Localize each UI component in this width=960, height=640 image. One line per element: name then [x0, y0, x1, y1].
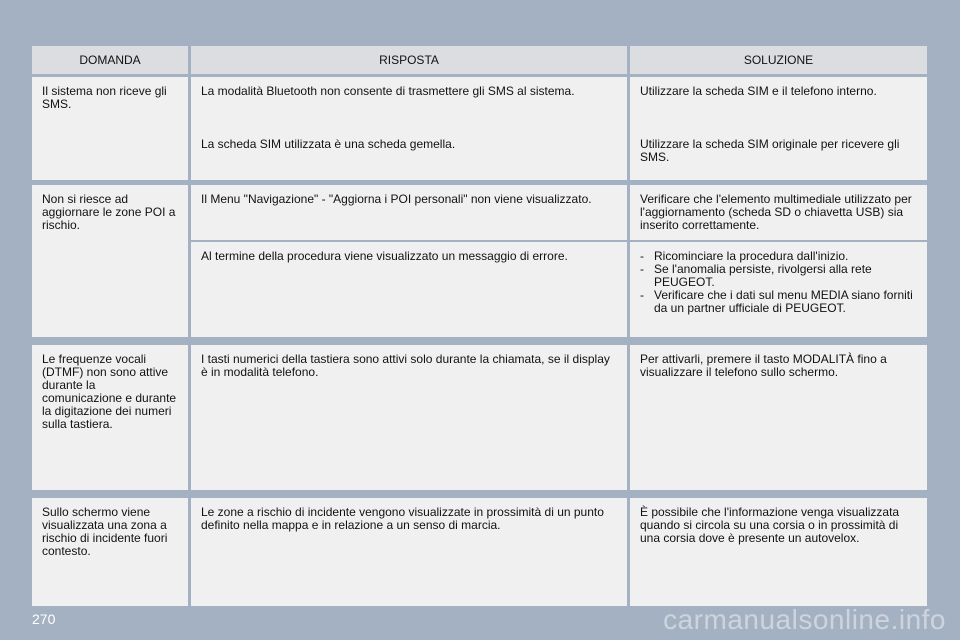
row2-domanda-text: Non si riesce ad aggiornare le zone POI a rischio. [42, 192, 176, 232]
page-number: 270 [32, 611, 56, 627]
list-item: - Verificare che i dati sul menu MEDIA siano forniti da un partner ufficiale di PEUGEOT. [640, 289, 917, 315]
row1-risposta-2: La scheda SIM utilizzata è una scheda gemella. [201, 137, 456, 151]
row4-soluzione [630, 498, 927, 606]
row4-soluzione-1: È possibile che l'informazione venga visualizzata quando si circola su una corsia o in prossimità di una corsia dove è presente un autovelox. [640, 505, 900, 545]
row4-risposta-1: Le zone a rischio di incidente vengono visualizzate in prossimità di un punto definito nella mappa e in relazione a un senso di marcia. [201, 505, 604, 532]
header-soluzione: SOLUZIONE [630, 46, 927, 74]
list-item: - Se l'anomalia persiste, rivolgersi alla rete PEUGEOT. [640, 263, 917, 289]
row3-soluzione [630, 345, 927, 490]
row2-soluzione-list [640, 250, 917, 315]
row2-soluzione-b [630, 242, 927, 337]
row3-soluzione-1: Per attivarli, premere il tasto MODALITÀ fino a visualizzare il telefono sullo schermo. [640, 352, 887, 379]
watermark: carmanualsonline.info [663, 604, 946, 635]
row1-soluzione [630, 77, 927, 180]
row4-risposta [191, 498, 627, 606]
row1-domanda [32, 77, 188, 180]
row3-risposta-1: I tasti numerici della tastiera sono attivi solo durante la chiamata, se il display è in modalità telefono. [201, 352, 610, 379]
header-risposta: RISPOSTA [191, 46, 627, 74]
row2-domanda [32, 185, 188, 337]
row3-risposta [191, 345, 627, 490]
row1-domanda-text: Il sistema non riceve gli SMS. [42, 84, 167, 111]
row3-domanda-text: Le frequenze vocali (DTMF) non sono attive durante la comunicazione e durante la digitazione dei numeri sulla tastiera. [42, 352, 177, 431]
row2-soluzione-1: Verificare che l'elemento multimediale utilizzato per l'aggiornamento (scheda SD o chiavetta USB) sia inserito correttamente. [640, 192, 912, 232]
row4-domanda [32, 498, 188, 606]
row2-risposta-2: Al termine della procedura viene visualizzato un messaggio di errore. [201, 249, 568, 263]
row2-risposta-b [191, 242, 627, 337]
row1-risposta-1: La modalità Bluetooth non consente di trasmettere gli SMS al sistema. [201, 84, 575, 98]
row1-risposta [191, 77, 627, 180]
row2-risposta-a [191, 185, 627, 240]
row1-soluzione-2: Utilizzare la scheda SIM originale per ricevere gli SMS. [640, 137, 900, 164]
row2-risposta-1: Il Menu "Navigazione" - "Aggiorna i POI personali" non viene visualizzato. [201, 192, 592, 206]
row2-soluzione-a [630, 185, 927, 240]
row3-domanda [32, 345, 188, 490]
list-item: - Ricominciare la procedura dall'inizio. [640, 250, 917, 263]
row4-domanda-text: Sullo schermo viene visualizzata una zona a rischio di incidente fuori contesto. [42, 505, 168, 558]
header-domanda: DOMANDA [32, 46, 188, 74]
row1-soluzione-1: Utilizzare la scheda SIM e il telefono interno. [640, 84, 877, 98]
